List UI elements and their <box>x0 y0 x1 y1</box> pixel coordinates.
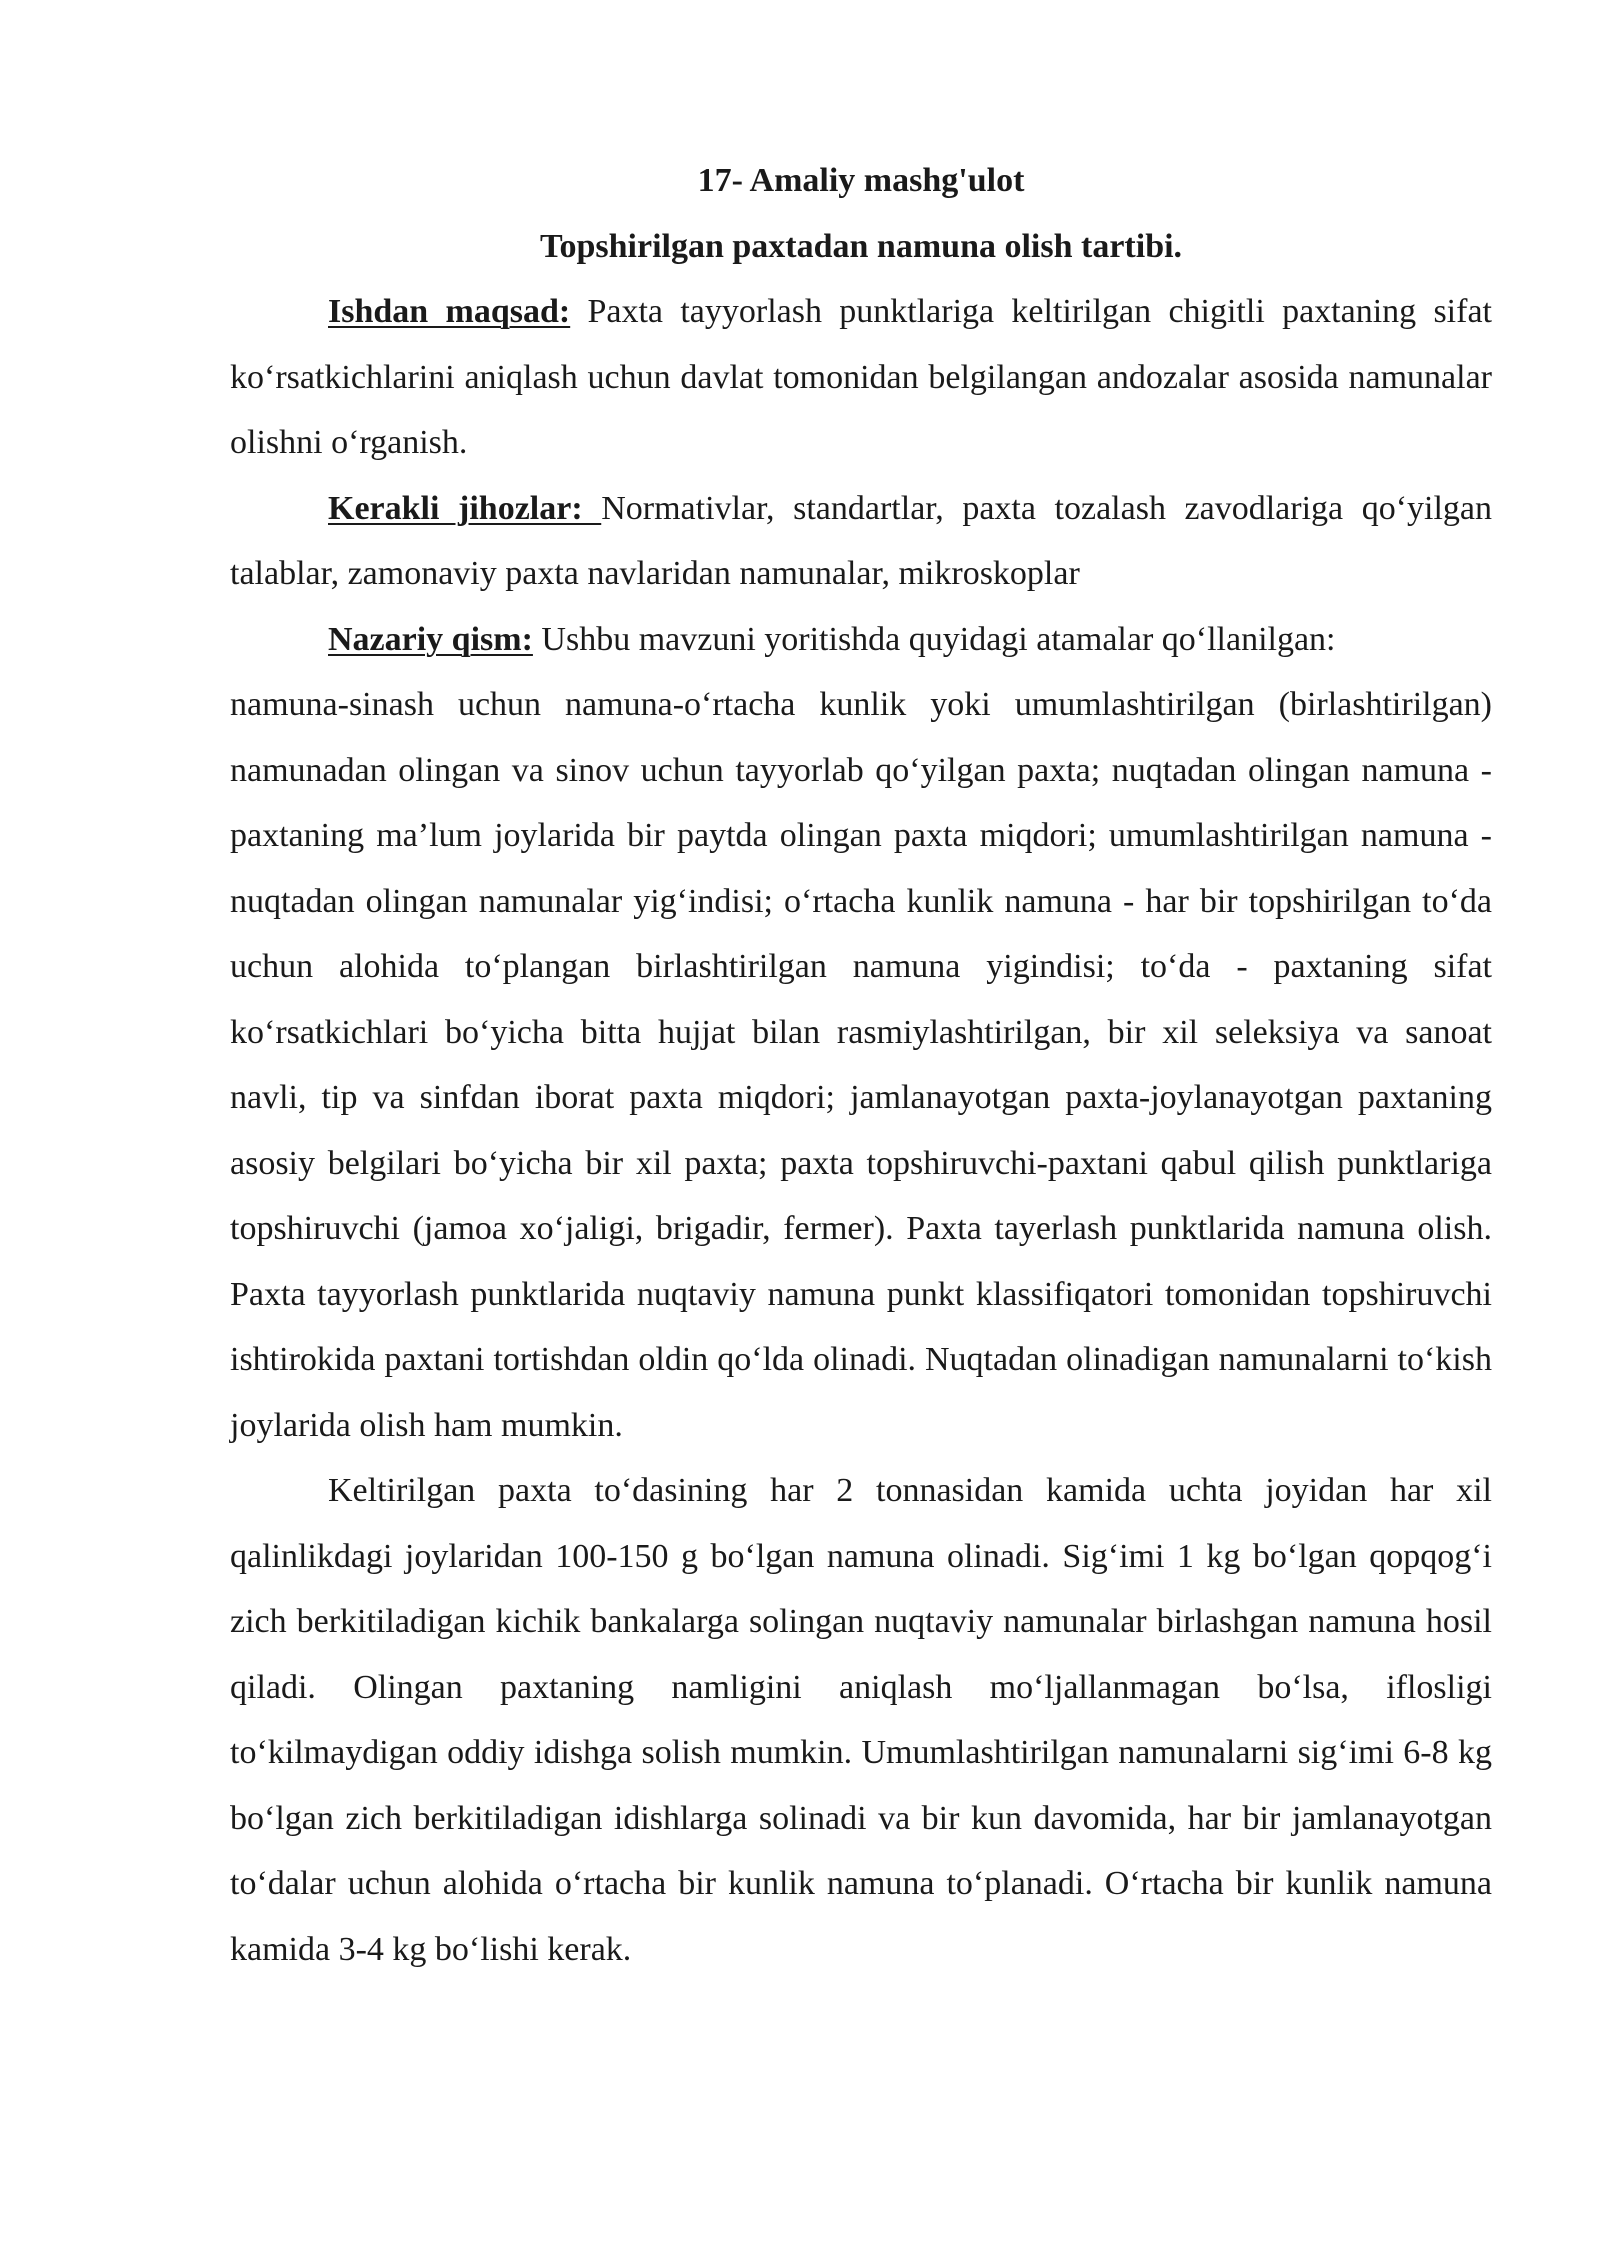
theory-intro-text: Ushbu mavzuni yoritishda quyidagi atamalar qo‘llanilgan: <box>532 620 1336 658</box>
equipment-label: Kerakli jihozlar: <box>328 489 602 527</box>
final-paragraph: Keltirilgan paxta to‘dasining har 2 tonnasidan kamida uchta joyidan har xil qalinlikdagi joylaridan 100-150 g bo‘lgan namuna olinadi. Sig‘imi 1 kg bo‘lgan qopqog‘i zich berkitiladigan kichik bankalarga solingan nuqtaviy namunalar birlashgan namuna hosil qiladi. Olingan paxtaning namligini aniqlash mo‘ljallanmagan bo‘lsa, iflosligi to‘kilmaydigan oddiy idishga solish mumkin. Umumlashtirilgan namunalarni sig‘imi 6-8 kg bo‘lgan zich berkitiladigan idishlarga solinadi va bir kun davomida, har bir jamlanayotgan to‘dalar uchun alohida o‘rtacha bir kunlik namuna to‘planadi. O‘rtacha bir kunlik namuna kamida 3-4 kg bo‘lishi kerak. <box>230 1472 1492 1968</box>
goal-label: Ishdan maqsad: <box>328 293 571 330</box>
document-page <box>230 148 1492 1982</box>
theory-paragraph: namuna-sinash uchun namuna-o‘rtacha kunlik yoki umumlashtirilgan (birlashtirilgan) namunadan olingan va sinov uchun tayyorlab qo‘yilgan paxta; nuqtadan olingan namuna - paxtaning ma’lum joylarida bir paytda olingan paxta miqdori; umumlashtirilgan namuna - nuqtadan olingan namunalar yig‘indisi; o‘rtacha kunlik namuna - har bir topshirilgan to‘da uchun alohida to‘plangan birlashtirilgan namuna yigindisi; to‘da - paxtaning sifat ko‘rsatkichlari bo‘yicha bitta hujjat bilan rasmiylashtirilgan, bir xil seleksiya va sanoat navli, tip va sinfdan iborat paxta miqdori; jamlanayotgan paxta-joylanayotgan paxtaning asosiy belgilari bo‘yicha bir xil paxta; paxta topshiruvchi-paxtani qabul qilish punktlariga topshiruvchi (jamoa xo‘jaligi, brigadir, fermer). Paxta tayerlash punktlarida namuna olish. Paxta tayyorlash punktlarida nuqtaviy namuna punkt klassifiqatori tomonidan topshiruvchi ishtirokida paxtani tortishdan oldin qo‘lda olinadi. Nuqtadan olinadigan namunalarni to‘kish joylarida olish ham mumkin. <box>230 686 1492 1444</box>
document-subtitle: Topshirilgan paxtadan namuna olish tartibi. <box>539 227 1183 265</box>
equipment-paragraph <box>230 476 1492 607</box>
theory-heading-paragraph <box>230 607 1492 673</box>
document-title: 17- Amaliy mashg'ulot <box>697 162 1025 199</box>
equipment-text: Normativlar, standartlar, paxta tozalash zavodlariga qo‘yilgan talablar, zamonaviy paxta navlaridan namunalar, mikroskoplar <box>230 489 1492 592</box>
goal-paragraph <box>230 279 1492 476</box>
theory-label: Nazariy qism: <box>328 620 533 658</box>
goal-text: Paxta tayyorlash punktlariga keltirilgan chigitli paxtaning sifat ko‘rsatkichlarini aniqlash uchun davlat tomonidan belgilangan andozalar asosida namunalar olishni o‘rganish. <box>230 293 1492 461</box>
